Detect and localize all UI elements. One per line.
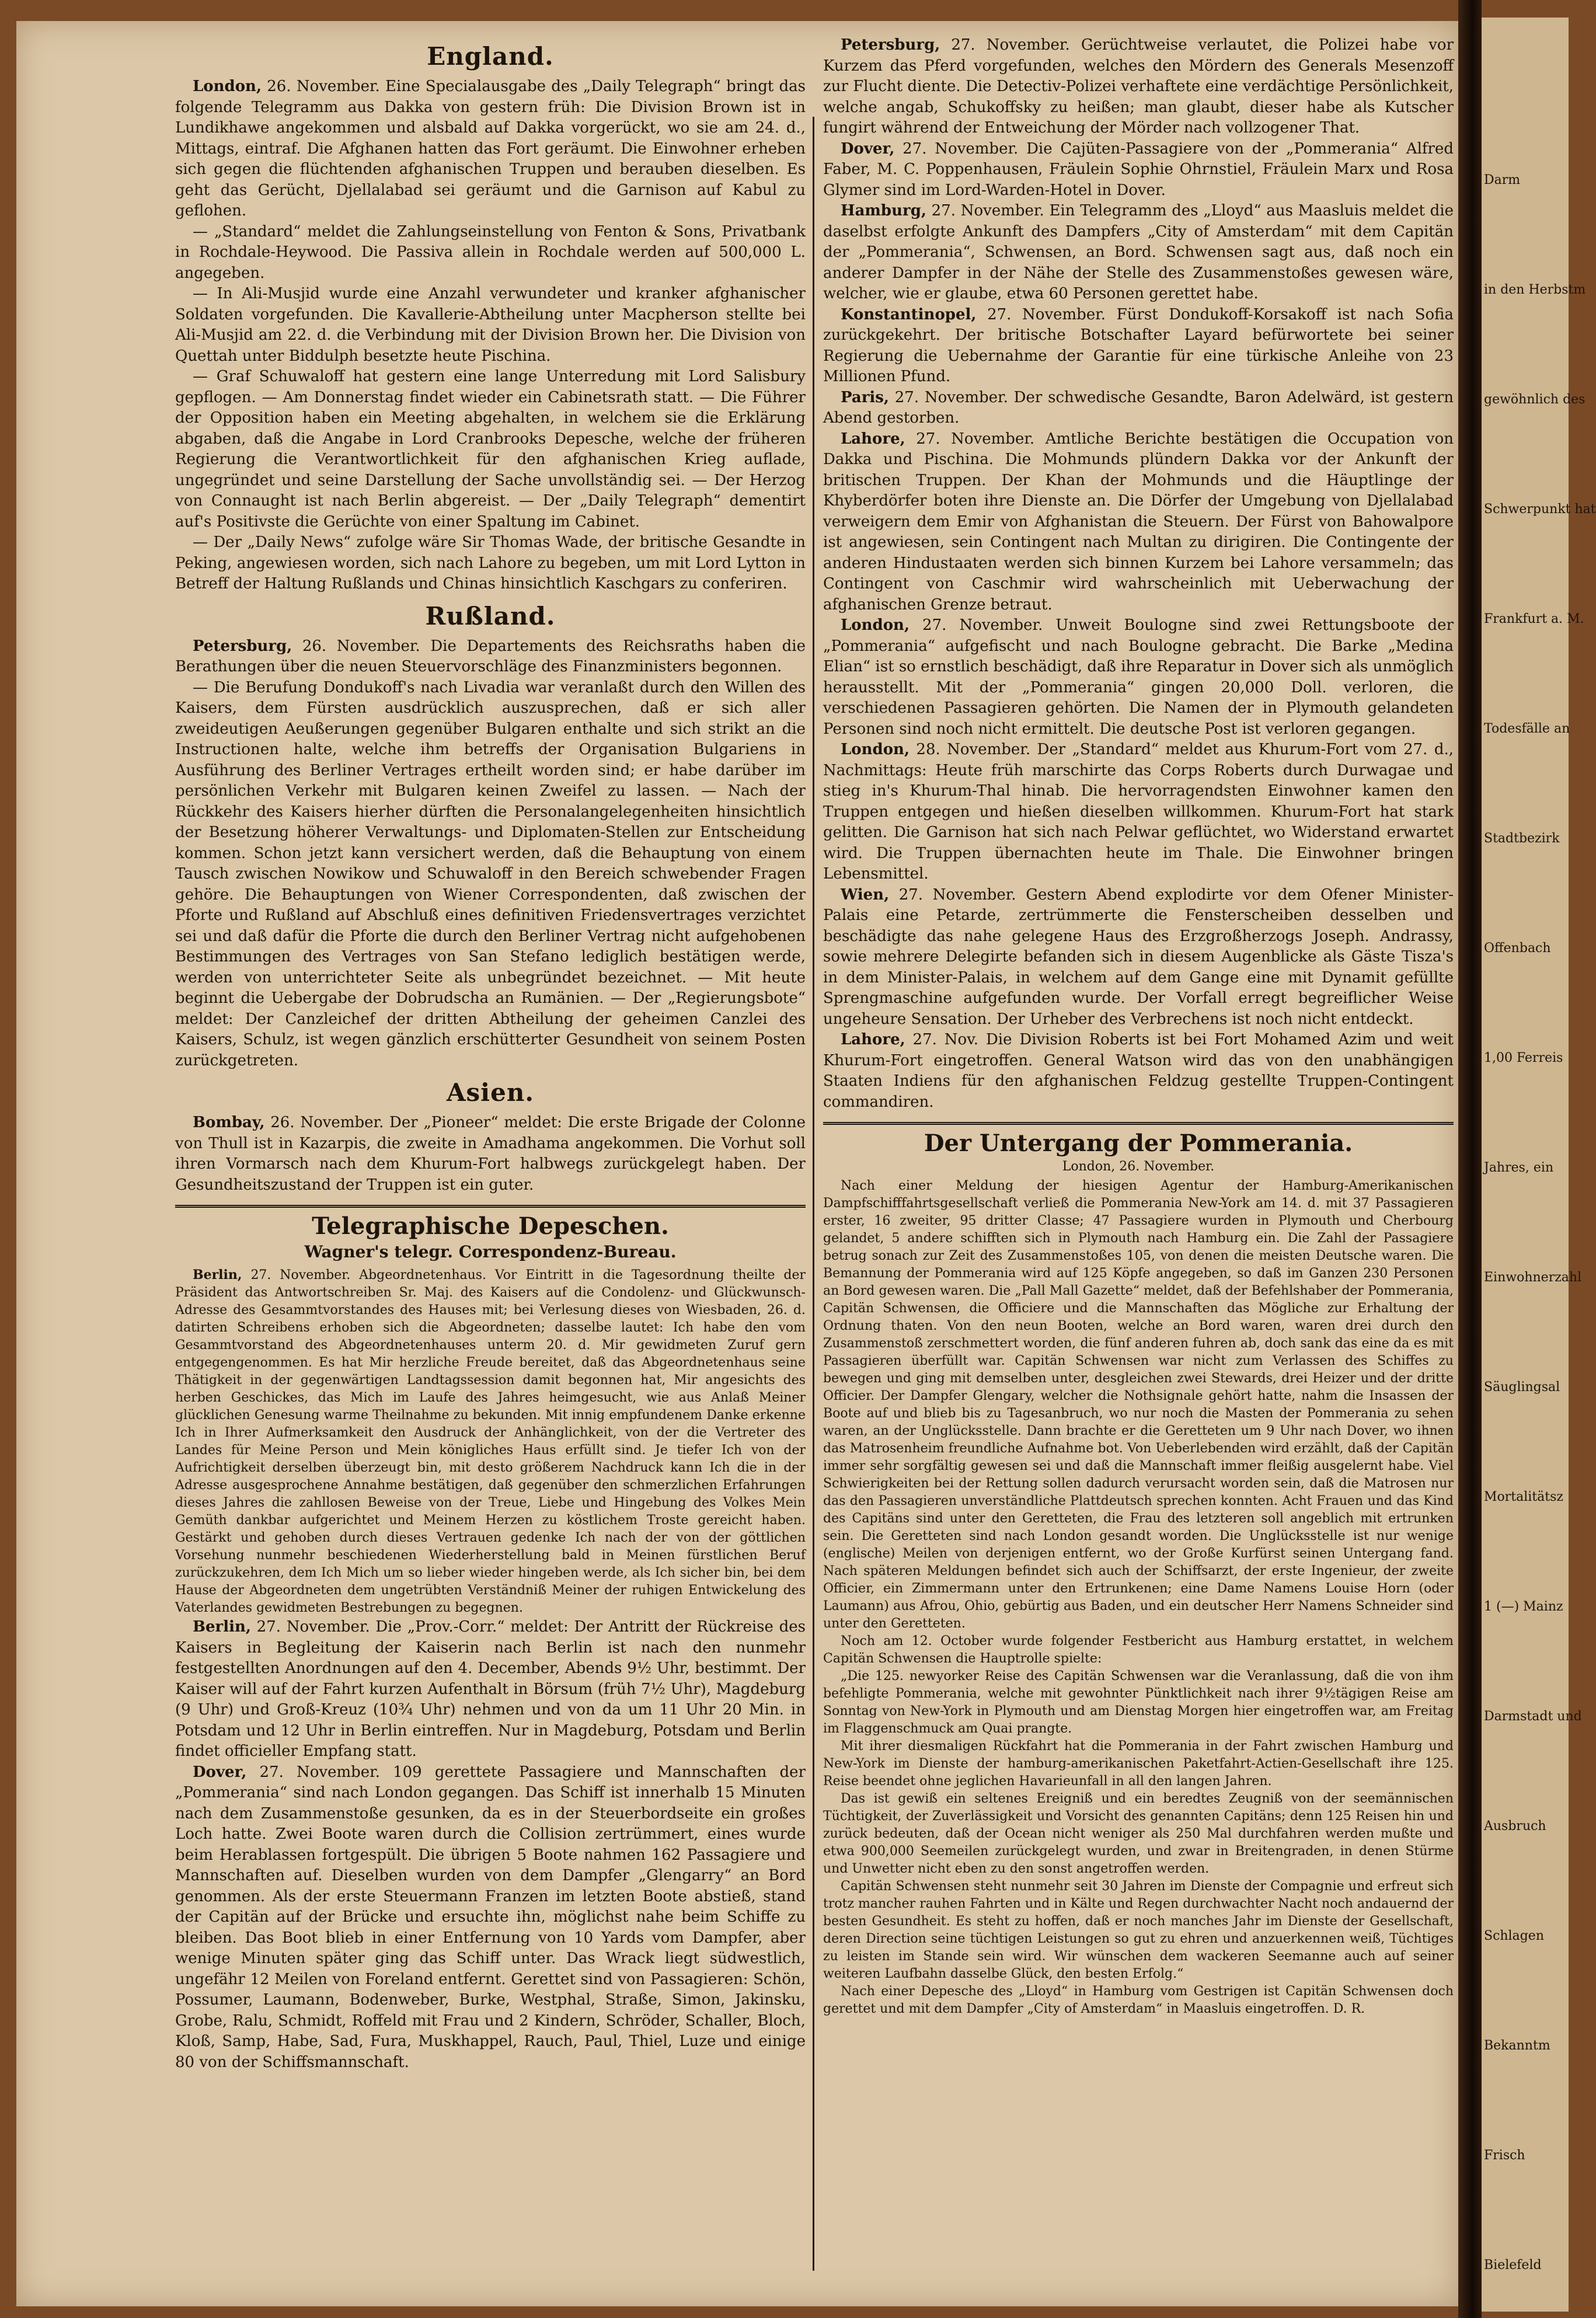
article-paragraph xyxy=(823,139,1454,201)
dateline-place: London, xyxy=(193,78,262,95)
article-paragraph: Nach einer Meldung der hiesigen Agentur der Hamburg-Amerikanischen Dampfschifffahrtsgesellschaft verließ die Pommerania New-York am 14. d. mit 37 Passagieren erster, 16 zweiter, 95 dritter Classe; 47 Passagiere wurden in Plymouth und Cherbourg gelandet, 5 andere schifften sich in Plymouth nach Hamburg ein. Die Zahl der Passagiere betrug sonach zur Zeit des Zusammenstoßes 105, von denen die meisten Deutsche waren. Die Bemannung der Pommerania wird auf 125 Köpfe angegeben, so daß im Ganzen 230 Personen an Bord gewesen waren. Die „Pall Mall Gazette“ meldet, daß der Befehlshaber der Pommerania, Capitän Schwensen, die Officiere und die Mannschaften das Mögliche zur Erhaltung der Ordnung thaten. Von den neun Booten, welche an Bord waren, waren drei durch den Zusammenstoß zerschmettert worden, die fünf anderen fuhren ab, doch sank das eine da es mit Passagieren überfüllt war. Capitän Schwensen war nicht zum Verlassen des Schiffes zu bewegen und ging mit demselben unter, desgleichen zwei Stewards, drei Heizer und der dritte Officier. Der Dampfer Glengary, welcher die Nothsignale gehört hatte, nahm die Insassen der Boote auf und blieb bis zu Tagesanbruch, wo nur noch die Masten der Pommerania zu sehen waren, an der Unglücksstelle. Dann brachte er die Geretteten um 9 Uhr nach Dover, wo ihnen das Matrosenheim freundliche Aufnahme bot. Von Ueberlebenden wird erzählt, daß der Capitän immer sehr sorgfältig gewesen sei und daß die Mannschaft immer fleißig ausgelernt habe. Viel Schwierigkeiten bei der Rettung sollen dadurch verursacht worden sein, daß die Matrosen nur das den Passagieren unverständliche Plattdeutsch sprechen konnten. Acht Frauen und das Kind des Capitäns sind unter den Geretteten, die Frau des letzteren soll angeblich mit ertrunken sein. Die Geretteten sind nach London gesandt worden. Die Unglücksstelle ist nur wenige (englische) Meilen von derjenigen entfernt, wo der Große Kurfürst seinen Untergang fand. Nach späteren Meldungen befindet sich auch der Schiffsarzt, der erste Ingenieur, der zweite Officier, ein Zimmermann unter den Ertrunkenen; eine Dame Namens Louise Horn (oder Laumann) aus Afrou, Ohio, gebürtig aus Baden, und ein deutscher Herr Namens Schneider sind unter den Geretteten. xyxy=(823,1179,1454,1631)
article-paragraph xyxy=(175,532,806,595)
dateline-place: Lahore, xyxy=(841,1031,905,1048)
article-paragraph xyxy=(175,1617,806,1762)
article-paragraph xyxy=(175,678,806,1072)
section-heading-telegraph: Telegraphische Depeschen. xyxy=(175,1205,806,1240)
section-heading-england: England. xyxy=(427,42,554,71)
adjacent-page-fragment: Bielefeld xyxy=(1484,2258,1542,2272)
russland-articles xyxy=(175,636,806,1072)
asien-articles xyxy=(175,1113,806,1195)
column-divider xyxy=(813,117,814,2271)
article-paragraph xyxy=(823,305,1454,388)
adjacent-page-fragment: Todesfälle an xyxy=(1484,721,1570,736)
article-paragraph xyxy=(175,1266,806,1617)
adjacent-page-fragment: Säuglingsal xyxy=(1484,1380,1560,1395)
section-heading-russland: Rußland. xyxy=(425,601,556,630)
article-paragraph xyxy=(823,1030,1454,1113)
article-text: 26. November. Eine Specialausgabe des „Daily Telegraph“ bringt das folgende Telegramm aus Dakka von gestern früh: Die Division Brown ist in Lundikhawe angekommen und alsbald auf Dakka vorgerückt, wo sie am 24. d., Mittags, eintraf. Die Afghanen hatten das Fort geräumt. Die Einwohner erheben sich gegen die flüchtenden afghanischen Truppen und berauben dieselben. Es geht das Gerücht, Djellalabad sei geräumt und die Garnison auf Kabul zu geflohen. xyxy=(175,78,806,219)
article-text: 27. November. Der schwedische Gesandte, Baron Adelwärd, ist gestern Abend gestorben. xyxy=(823,388,1454,427)
dateline-place: Petersburg, xyxy=(193,637,292,655)
article-text: 27. November. Abgeordnetenhaus. Vor Eintritt in die Tagesordnung theilte der Präsident das Antwortschreiben Sr. Maj. des Kaisers auf die Condolenz- und Glückwunsch-Adresse des Gesammtvorstandes des Hauses mit; bei Verlesung dieses von Wiesbaden, 26. d. datirten Schreibens erhoben sich die Abgeordneten; dasselbe lautet: Ich habe den vom Gesammtvorstand des Abgeordnetenhauses unterm 20. d. Mir gewidmeten Zuruf gern entgegengenommen. Es hat Mir herzliche Freude bereitet, daß das Abgeordnetenhaus seine Thätigkeit in der gegenwärtigen Landtagssession damit begonnen hat, Mir angesichts des herben Geschickes, das Mich im Laufe des Jahres heimgesucht, wie aus Anlaß Meiner glücklichen Genesung warme Theilnahme zu bekunden. Mit innig empfundenem Danke erkenne Ich in Ihrer Aufmerksamkeit den Ausdruck der Anhänglichkeit, von der die Vertreter des Landes für Meine Person und Mein königliches Haus erfüllt sind. Je tiefer Ich von der Aufrichtigkeit derselben überzeugt bin, mit desto größerem Nachdruck kann Ich die in der Adresse ausgesprochene Annahme bestätigen, daß gegenüber den schmerzlichen Erfahrungen dieses Jahres die zahllosen Beweise von der Treue, Liebe und Hingebung des Volkes Mein Gemüth dankbar aufgerichtet und Meinem Herzen zu köstlichem Troste gereicht haben. Gestärkt und gehoben durch dieses Vertrauen gedenke Ich nach der von der göttlichen Vorsehung nunmehr beschiedenen Wiederherstellung bald in Meinen fürstlichen Beruf zurückzukehren, dem Ich Mich um so lieber wieder hingeben werde, als Ich sicher bin, bei dem Hause der Abgeordneten dem ungetrübten Verständniß Meiner der ruhigen Entwickelung des Vaterlandes gewidmeten Bestrebungen zu begegnen. xyxy=(175,1268,806,1615)
adjacent-page-fragment: Einwohnerzahl xyxy=(1484,1270,1582,1285)
article-paragraph xyxy=(175,76,806,222)
adjacent-page-fragment: Schwerpunkt hat xyxy=(1484,502,1596,517)
dateline-place: Hamburg, xyxy=(841,202,926,219)
dateline-place: London, xyxy=(841,741,910,758)
article-text: 27. November. Gerüchtweise verlautet, die Polizei habe vor Kurzem das Pferd vorgefunden, welches den Mördern des Generals Mesenzoff zur Flucht diente. Die Detectiv-Polizei verhaftete eine verdächtige Persönlichkeit, welche angab, Schukoffsky zu heißen; man glaubt, dieser habe als Kutscher fungirt während der Entweichung der Mörder nach vollzogener That. xyxy=(823,36,1454,137)
adjacent-page-fragment: Offenbach xyxy=(1484,941,1551,956)
article-paragraph xyxy=(175,1113,806,1195)
article-paragraph: Noch am 12. October wurde folgender Festbericht aus Hamburg erstattet, in welchem Capitän Schwensen die Hauptrolle spielte: xyxy=(823,1634,1454,1666)
adjacent-page-fragment: Jahres, ein xyxy=(1484,1160,1554,1175)
adjacent-page-fragment: Frankfurt a. M. xyxy=(1484,612,1584,626)
article-text: 27. November. 109 gerettete Passagiere und Mannschaften der „Pommerania“ sind nach London gegangen. Das Schiff ist innerhalb 15 Minuten nach dem Zusammenstoße gesunken, da es in der Steuerbordseite ein großes Loch hatte. Zwei Boote waren durch die Collision zertrümmert, eines wurde beim Herablassen fortgespült. Die übrigen 5 Boote nahmen 162 Passagiere und Mannschaften auf. Dieselben wurden von dem Dampfer „Glengarry“ an Bord genommen. Als der erste Steuermann Franzen im letzten Boote abstieß, stand der Capitän auf der Brücke und ersuchte ihn, möglichst nahe beim Schiffe zu bleiben. Das Boot blieb in einer Entfernung von 10 Yards vom Dampfer, aber wenige Minuten später ging das Schiff unter. Das Wrack liegt südwestlich, ungefähr 12 Meilen von Foreland entfernt. Gerettet sind von Passagieren: Schön, Possumer, Laumann, Bodenweber, Burke, Westphal, Straße, Simon, Jakinsku, Grobe, Ralu, Schmidt, Roffeld mit Frau und 2 Kindern, Schröder, Schaller, Bloch, Kloß, Samp, Habe, Sad, Fura, Muskhappel, Rauch, Paul, Thiel, Luze und einige 80 von der Schiffsmannschaft. xyxy=(175,1763,806,2071)
adjacent-page-fragment: Bekanntm xyxy=(1484,2038,1550,2053)
article-paragraph xyxy=(823,201,1454,305)
article-text: 27. November. Amtliche Berichte bestätigen die Occupation von Dakka und Pischina. Die Mohmunds plündern Dakka vor der Ankunft der britischen Truppen. Der Khan der Mohmunds und die Häuptlinge der Khyberdörfer boten ihre Dienste an. Die Dörfer der Umgebung von Djellalabad verweigern dem Emir von Afghanistan die Steuern. Der Fürst von Bahowalpore ist angewiesen, sein Contingent nach Multan zu dirigiren. Die Contingente der anderen Hindustaaten werden sich binnen Kurzem bei Lahore versammeln; das Contingent von Caschmir wird wahrscheinlich mit Ueberwachung der afghanischen Grenze betraut. xyxy=(823,430,1454,614)
article-paragraph xyxy=(175,222,806,284)
dateline-place: Dover, xyxy=(841,140,895,158)
article-text: 26. November. Die Departements des Reichsraths haben die Berathungen über die neuen Steuervorschläge des Finanzministers begonnen. xyxy=(175,637,806,675)
dateline-place: Wien, xyxy=(841,886,890,904)
england-articles xyxy=(175,76,806,595)
article-text: 27. November. Unweit Boulogne sind zwei Rettungsboote der „Pommerania“ aufgefischt und nach Boulogne gebracht. Die Barke „Medina Elian“ ist so ernstlich beschädigt, daß ihre Reparatur in Dover sich als unmöglich herausstellt. Mit der „Pommerania“ gingen 20,000 Doll. verloren, die verschiedenen Passagieren gehörten. Die Namen der in Plymouth gelandeten Personen sind noch nicht ermittelt. Die deutsche Post ist verloren gegangen. xyxy=(823,616,1454,738)
article-text: — Der „Daily News“ zufolge wäre Sir Thomas Wade, der britische Gesandte in Peking, angewiesen worden, sich nach Lahore zu begeben, um mit Lord Lytton in Betreff der Haltung Rußlands und Chinas hinsichtlich Kaschgars zu conferiren. xyxy=(175,534,806,592)
article-text: 27. November. Ein Telegramm des „Lloyd“ aus Maasluis meldet die daselbst erfolgte Ankunft des Dampfers „City of Amsterdam“ mit dem Capitän der „Pommerania“, Schwensen, an Bord. Schwensen sagt aus, daß noch ein anderer Dampfer in der Nähe der Stelle des Zusammenstoßes gewesen wäre, welcher, wie er glaube, etwa 60 Personen gerettet habe. xyxy=(823,202,1454,302)
article-paragraph xyxy=(823,740,1454,885)
article-paragraph xyxy=(175,367,806,532)
dateline-place: Petersburg, xyxy=(841,36,940,54)
adjacent-page-fragment: 1 (—) Mainz xyxy=(1484,1599,1563,1614)
article-text: 27. November. Die „Prov.-Corr.“ meldet: Der Antritt der Rückreise des Kaisers in Begleitung der Kaiserin nach Berlin ist nach den nunmehr festgestellten Anordnungen auf den 4. December, Abends 9½ Uhr, bestimmt. Der Kaiser will auf der Fahrt kurzen Aufenthalt in Börsum (früh 7½ Uhr), Magdeburg (9 Uhr) und Groß-Kreuz (10¾ Uhr) nehmen und von da um 11 Uhr 20 Min. in Potsdam und 12 Uhr in Berlin eintreffen. Nur in Magdeburg, Potsdam und Berlin findet officieller Empfang statt. xyxy=(175,1618,806,1760)
article-text: — Graf Schuwaloff hat gestern eine lange Unterredung mit Lord Salisbury gepflogen. — Am Donnerstag findet wieder ein Cabinetsrath statt. — Die Führer der Opposition haben ein Meeting abgehalten, in welchem sie die Erklärung abgaben, daß die Angabe in Lord Cranbrooks Depesche, welche der früheren Regierung die Verantwortlichkeit für den afghanischen Krieg auflade, ungegründet und seine Darstellung der Sache unvollständig sei. — Der Herzog von Connaught ist nach Berlin abgereist. — Der „Daily Telegraph“ dementirt auf's Positivste die Gerüchte von einer Spaltung im Cabinet. xyxy=(175,368,806,531)
article-paragraph xyxy=(175,284,806,367)
article-text: 26. November. Der „Pioneer“ meldet: Die erste Brigade der Colonne von Thull ist in Kazarpis, die zweite in Amadhama angekommen. Die Vorhut soll ihren Vormarsch nach dem Khurum-Fort halbwegs zurückgelegt haben. Der Gesundheitszustand der Truppen ist ein guter. xyxy=(175,1114,806,1194)
article-text: 27. Nov. Die Division Roberts ist bei Fort Mohamed Azim und weit Khurum-Fort eingetroffen. General Watson wird das von den unabhängigen Staaten Indiens für den afghanischen Feldzug gestellte Truppen-Contingent commandiren. xyxy=(823,1031,1454,1111)
right-column xyxy=(823,35,1454,2300)
article-text: 28. November. Der „Standard“ meldet aus Khurum-Fort vom 27. d., Nachmittags: Heute früh marschirte das Corps Roberts durch Durwagae und stieg in's Khurum-Thal hinab. Die hervorragendsten Einwohner kamen den Truppen entgegen und hießen dieselben willkommen. Khurum-Fort hat stark gelitten. Die Garnison hat sich nach Pelwar geflüchtet, wo Widerstand erwartet wird. Die Truppen übernachten heute im Thale. Die Einwohner bringen Lebensmittel. xyxy=(823,741,1454,883)
pommerania-articles xyxy=(823,1177,1454,2018)
pommerania-dateline: London, 26. November. xyxy=(1062,1159,1215,1174)
article-text: 27. November. Gestern Abend explodirte vor dem Ofener Minister-Palais eine Petarde, zertrümmerte die Fensterscheiben desselben und beschädigte das nahe gelegene Haus des Erzgroßherzogs Joseph. Andrassy, sowie mehrere Delegirte befanden sich in diesem Augenblicke als Gäste Tisza's in dem Minister-Palais, in welchem auf dem Gange eine mit Dynamit gefüllte Sprengmaschine aufgefunden wurde. Der Vorfall erregt begreiflicher Weise ungeheure Sensation. Der Urheber des Verbrechens ist noch nicht entdeckt. xyxy=(823,886,1454,1028)
article-paragraph xyxy=(175,1762,806,2073)
adjacent-page-fragment: 1,00 Ferreis xyxy=(1484,1051,1563,1065)
article-text: — Die Berufung Dondukoff's nach Livadia war veranlaßt durch den Willen des Kaisers, dem Fürsten ausdrücklich auszusprechen, daß er sich aller zweideutigen Aeußerungen gegenüber Bulgaren enthalte und sich strikt an die Instructionen halte, welche ihm betreffs der Organisation Bulgariens in Ausführung des Berliner Vertrages ertheilt worden sind; er habe darüber im persönlichen Verkehr mit Bulgaren keinen Zweifel zu lassen. — Nach der Rückkehr des Kaisers hierher dürften die Personalangelegenheiten hinsichtlich der Besetzung höherer Verwaltungs- und Diplomaten-Stellen zur Entscheidung kommen. Schon jetzt kann versichert werden, daß die Behauptung von einem Tausch zwischen Nowikow und Schuwaloff in den Bereich schwebender Fragen gehöre. Die Behauptungen von Wiener Correspondenten, daß zwischen der Pforte und Rußland auf Abschluß eines definitiven Friedensvertrages verzichtet sei und daß dafür die Pforte die durch den Berliner Vertrag nicht aufgehobenen Bestimmungen des Vertrages von San Stefano lediglich bestätigen werde, werden von unterrichteter Seite als unbegründet bezeichnet. — Mit heute beginnt die Uebergabe der Dobrudscha an Rumänien. — Der „Regierungsbote“ meldet: Der Canzleichef der dritten Abtheilung der geheimen Canzlei des Kaisers, Schulz, ist wegen gänzlich erschütterter Gesundheit von seinem Posten zurückgetreten. xyxy=(175,678,806,1069)
adjacent-page-fragment: Ausbruch xyxy=(1484,1819,1546,1834)
dateline-place: Konstantinopel, xyxy=(841,305,977,323)
dateline-place: Paris, xyxy=(841,388,889,406)
adjacent-page-fragment: in den Herbstm xyxy=(1484,283,1586,297)
article-paragraph: Das ist gewiß ein seltenes Ereigniß und ein beredtes Zeugniß von der seemännischen Tüchtigkeit, der Zuverlässigkeit und Vorsicht des genannten Capitäns; denn 125 Reisen hin und zurück bedeuten, daß der Ocean nicht weniger als 250 Mal durchfahren werden mußte und etwa 900,000 Seemeilen zurückgelegt wurden, und zwar in Breitengraden, in denen Stürme und Unwetter nicht eben zu den sonst angetroffen werden. xyxy=(823,1791,1454,1876)
dateline-place: Lahore, xyxy=(841,430,905,448)
adjacent-page-fragment: gewöhnlich des xyxy=(1484,392,1585,407)
adjacent-page-fragment: Schlagen xyxy=(1484,1929,1544,1943)
article-paragraph xyxy=(175,636,806,678)
dateline-place: Berlin, xyxy=(193,1267,242,1282)
article-text: 27. November. Die Cajüten-Passagiere von der „Pommerania“ Alfred Faber, M. C. Poppenhausen, Fräulein Sophie Ohrnstiel, Fräulein Marx und Rosa Glymer sind im Lord-Warden-Hotel in Dover. xyxy=(823,140,1454,199)
dateline-place: Bombay, xyxy=(193,1114,265,1131)
telegraph-articles xyxy=(175,1617,806,2073)
adjacent-page-fragment: Darmstadt und xyxy=(1484,1709,1582,1724)
dateline-place: London, xyxy=(841,616,910,634)
telegraph-subheading: Wagner's telegr. Correspondenz-Bureau. xyxy=(304,1242,677,1261)
telegraph-small-articles xyxy=(175,1266,806,1617)
adjacent-page-fragment: Stadtbezirk xyxy=(1484,831,1560,846)
article-text: 27. November. Fürst Dondukoff-Korsakoff ist nach Sofia zurückgekehrt. Der britische Botschafter Layard befürwortete bei seiner Regierung die Uebernahme der Garantie für eine türkische Anleihe von 23 Millionen Pfund. xyxy=(823,305,1454,385)
dateline-place: Berlin, xyxy=(193,1618,251,1636)
article-paragraph xyxy=(823,615,1454,740)
adjacent-page-fragment: Frisch xyxy=(1484,2148,1525,2163)
telegraph-articles-continued xyxy=(823,35,1454,1113)
article-text: — In Ali-Musjid wurde eine Anzahl verwundeter und kranker afghanischer Soldaten vorgefunden. Die Kavallerie-Abtheilung unter Macpherson stellte bei Ali-Musjid am 22. d. die Verbindung mit der Division Brown her. Die Division von Quettah unter Biddulph besetzte heute Pischina. xyxy=(175,285,806,365)
article-paragraph xyxy=(823,885,1454,1030)
article-paragraph: „Die 125. newyorker Reise des Capitän Schwensen war die Veranlassung, daß die von ihm befehligte Pommerania, welche mit gewohnter Pünktlichkeit nach ihrer 9½tägigen Reise am Sonntag von New-York in Plymouth und am Dienstag Morgen hier eingetroffen war, am Freitag im Flaggenschmuck am Quai prangte. xyxy=(823,1669,1454,1736)
adjacent-page-fragment: Darm xyxy=(1484,173,1521,187)
section-heading-asien: Asien. xyxy=(446,1078,535,1107)
adjacent-page-fragment: Mortalitätsz xyxy=(1484,1490,1563,1504)
article-paragraph: Capitän Schwensen steht nunmehr seit 30 Jahren im Dienste der Compagnie und erfreut sich trotz mancher rauhen Fahrten und in Kälte und Regen durchwachter Nacht noch andauernd der besten Gesundheit. Es steht zu hoffen, daß er noch manches Jahr im Dienste der Gesellschaft, deren Direction seine tüchtigen Leistungen so gut zu ehren und anzuerkennen weiß, Tüchtiges zu leisten im Stande sein wird. Wir wünschen dem wackeren Seemanne auch auf seiner weiteren Laufbahn dasselbe Glück, den besten Erfolg.“ xyxy=(823,1879,1454,1981)
article-paragraph: Mit ihrer diesmaligen Rückfahrt hat die Pommerania in der Fahrt zwischen Hamburg und New-York im Dienste der hamburg-amerikanischen Paketfahrt-Actien-Gesellschaft ihre 125. Reise beendet ohne jeglichen Havarieunfall in all den langen Jahren. xyxy=(823,1739,1454,1789)
dateline-place: Dover, xyxy=(193,1763,247,1781)
article-paragraph xyxy=(823,35,1454,139)
article-paragraph xyxy=(823,429,1454,616)
article-paragraph xyxy=(823,388,1454,429)
article-paragraph: Nach einer Depesche des „Lloyd“ in Hamburg vom Gestrigen ist Capitän Schwensen doch gerettet und mit dem Dampfer „City of Amsterdam“ in Maasluis eingetroffen. D. R. xyxy=(823,1984,1454,2016)
book-gutter xyxy=(1458,0,1482,2318)
article-text: — „Standard“ meldet die Zahlungseinstellung von Fenton & Sons, Privatbank in Rochdale-Heywood. Die Passiva allein in Rochdale werden auf 500,000 L. angegeben. xyxy=(175,222,806,282)
adjacent-page-edge xyxy=(1482,18,1596,2312)
left-column xyxy=(175,35,806,2300)
section-heading-pommerania: Der Untergang der Pommerania. xyxy=(823,1122,1454,1157)
